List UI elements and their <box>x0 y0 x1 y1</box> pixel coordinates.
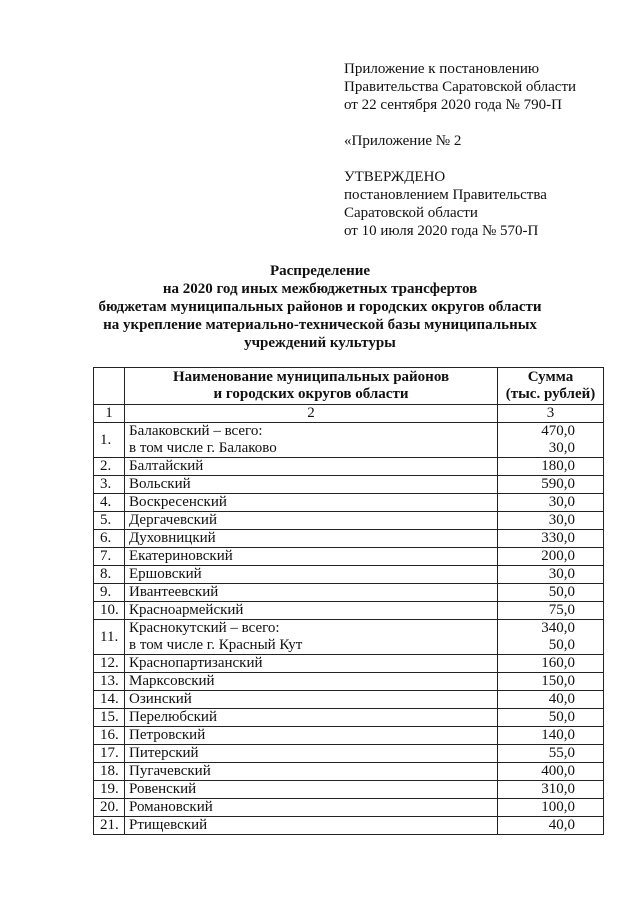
table-row <box>94 781 604 799</box>
header-number-cell <box>94 368 125 405</box>
row-district-name: Пугачевский <box>125 763 498 781</box>
table-row <box>94 530 604 548</box>
appendix-line: Правительства Саратовской области <box>344 79 577 95</box>
document-title <box>0 262 640 352</box>
row-amount: 310,0 <box>498 781 604 799</box>
row-district-name: Ртищевский <box>125 817 498 835</box>
row-amount: 180,0 <box>498 458 604 476</box>
table-row <box>94 494 604 512</box>
appendix-number: «Приложение № 2 <box>344 133 462 149</box>
table-row <box>94 423 604 441</box>
row-district-name: Краснопартизанский <box>125 655 498 673</box>
column-index: 1 <box>94 405 125 423</box>
row-district-name: Балаковский – всего: <box>125 423 498 441</box>
table-row <box>94 620 604 638</box>
appendix-header <box>344 60 576 240</box>
row-number: 20. <box>94 799 125 817</box>
subrow-amount: 50,0 <box>498 637 604 655</box>
row-district-name: Вольский <box>125 476 498 494</box>
row-number: 15. <box>94 709 125 727</box>
row-district-name: Красноармейский <box>125 602 498 620</box>
row-number: 3. <box>94 476 125 494</box>
row-amount: 50,0 <box>498 584 604 602</box>
subrow-amount: 30,0 <box>498 440 604 458</box>
table-row <box>94 458 604 476</box>
row-amount: 590,0 <box>498 476 604 494</box>
row-district-name: Екатериновский <box>125 548 498 566</box>
row-number: 11. <box>94 620 125 655</box>
table-subrow <box>94 637 604 655</box>
column-index-row <box>94 405 604 423</box>
approved-line: постановлением Правительства <box>344 187 547 203</box>
row-amount: 30,0 <box>498 566 604 584</box>
row-number: 10. <box>94 602 125 620</box>
row-amount: 340,0 <box>498 620 604 638</box>
row-amount: 100,0 <box>498 799 604 817</box>
table-row <box>94 584 604 602</box>
row-number: 7. <box>94 548 125 566</box>
table-row <box>94 655 604 673</box>
table-row <box>94 548 604 566</box>
row-district-name: Воскресенский <box>125 494 498 512</box>
row-number: 1. <box>94 423 125 458</box>
row-number: 2. <box>94 458 125 476</box>
row-number: 6. <box>94 530 125 548</box>
row-number: 9. <box>94 584 125 602</box>
row-district-name: Питерский <box>125 745 498 763</box>
row-amount: 200,0 <box>498 548 604 566</box>
row-district-name: Перелюбский <box>125 709 498 727</box>
row-district-name: Балтайский <box>125 458 498 476</box>
table-header-row <box>94 368 604 405</box>
table-row <box>94 476 604 494</box>
table-row <box>94 691 604 709</box>
row-district-name: Краснокутский – всего: <box>125 620 498 638</box>
table-row <box>94 602 604 620</box>
appendix-line: Приложение к постановлению <box>344 61 540 77</box>
row-number: 14. <box>94 691 125 709</box>
row-amount: 160,0 <box>498 655 604 673</box>
row-number: 4. <box>94 494 125 512</box>
header-sum-line: (тыс. рублей) <box>505 386 596 402</box>
row-number: 12. <box>94 655 125 673</box>
subrow-name: в том числе г. Балаково <box>125 440 498 458</box>
table-row <box>94 673 604 691</box>
row-number: 17. <box>94 745 125 763</box>
row-number: 5. <box>94 512 125 530</box>
row-district-name: Озинский <box>125 691 498 709</box>
table-subrow <box>94 440 604 458</box>
table-row <box>94 727 604 745</box>
title-line: учреждений культуры <box>244 335 396 351</box>
subrow-name: в том числе г. Красный Кут <box>125 637 498 655</box>
title-line: на укрепление материально-технической базы муниципальных <box>103 317 537 333</box>
table-row <box>94 799 604 817</box>
row-district-name: Ершовский <box>125 566 498 584</box>
row-amount: 150,0 <box>498 673 604 691</box>
table-row <box>94 566 604 584</box>
title-line: на 2020 год иных межбюджетных трансфертов <box>162 281 478 297</box>
approved-line: УТВЕРЖДЕНО <box>344 169 446 185</box>
row-number: 21. <box>94 817 125 835</box>
row-number: 18. <box>94 763 125 781</box>
table-row <box>94 763 604 781</box>
row-number: 16. <box>94 727 125 745</box>
row-amount: 30,0 <box>498 494 604 512</box>
column-index: 2 <box>125 405 498 423</box>
row-amount: 470,0 <box>498 423 604 441</box>
row-amount: 140,0 <box>498 727 604 745</box>
row-amount: 40,0 <box>498 817 604 835</box>
header-name-cell <box>125 368 498 405</box>
row-amount: 75,0 <box>498 602 604 620</box>
row-district-name: Духовницкий <box>125 530 498 548</box>
column-index: 3 <box>498 405 604 423</box>
approved-line: от 10 июля 2020 года № 570-П <box>344 223 539 239</box>
row-amount: 40,0 <box>498 691 604 709</box>
approved-line: Саратовской области <box>344 205 478 221</box>
row-number: 13. <box>94 673 125 691</box>
row-district-name: Петровский <box>125 727 498 745</box>
row-amount: 30,0 <box>498 512 604 530</box>
title-line: бюджетам муниципальных районов и городских округов области <box>98 299 542 315</box>
table-row <box>94 709 604 727</box>
header-name-line: и городских округов области <box>213 386 409 402</box>
header-sum-line: Сумма <box>527 369 574 385</box>
header-name-line: Наименование муниципальных районов <box>172 369 450 385</box>
table-row <box>94 512 604 530</box>
row-district-name: Ровенский <box>125 781 498 799</box>
appendix-line: от 22 сентября 2020 года № 790-П <box>344 97 562 113</box>
row-district-name: Романовский <box>125 799 498 817</box>
title-line: Распределение <box>269 263 371 279</box>
distribution-table <box>93 367 604 835</box>
row-amount: 400,0 <box>498 763 604 781</box>
row-amount: 330,0 <box>498 530 604 548</box>
header-sum-cell <box>498 368 604 405</box>
row-amount: 50,0 <box>498 709 604 727</box>
row-district-name: Ивантеевский <box>125 584 498 602</box>
row-amount: 55,0 <box>498 745 604 763</box>
row-number: 19. <box>94 781 125 799</box>
row-district-name: Марксовский <box>125 673 498 691</box>
row-number: 8. <box>94 566 125 584</box>
table-row <box>94 817 604 835</box>
table-row <box>94 745 604 763</box>
row-district-name: Дергачевский <box>125 512 498 530</box>
